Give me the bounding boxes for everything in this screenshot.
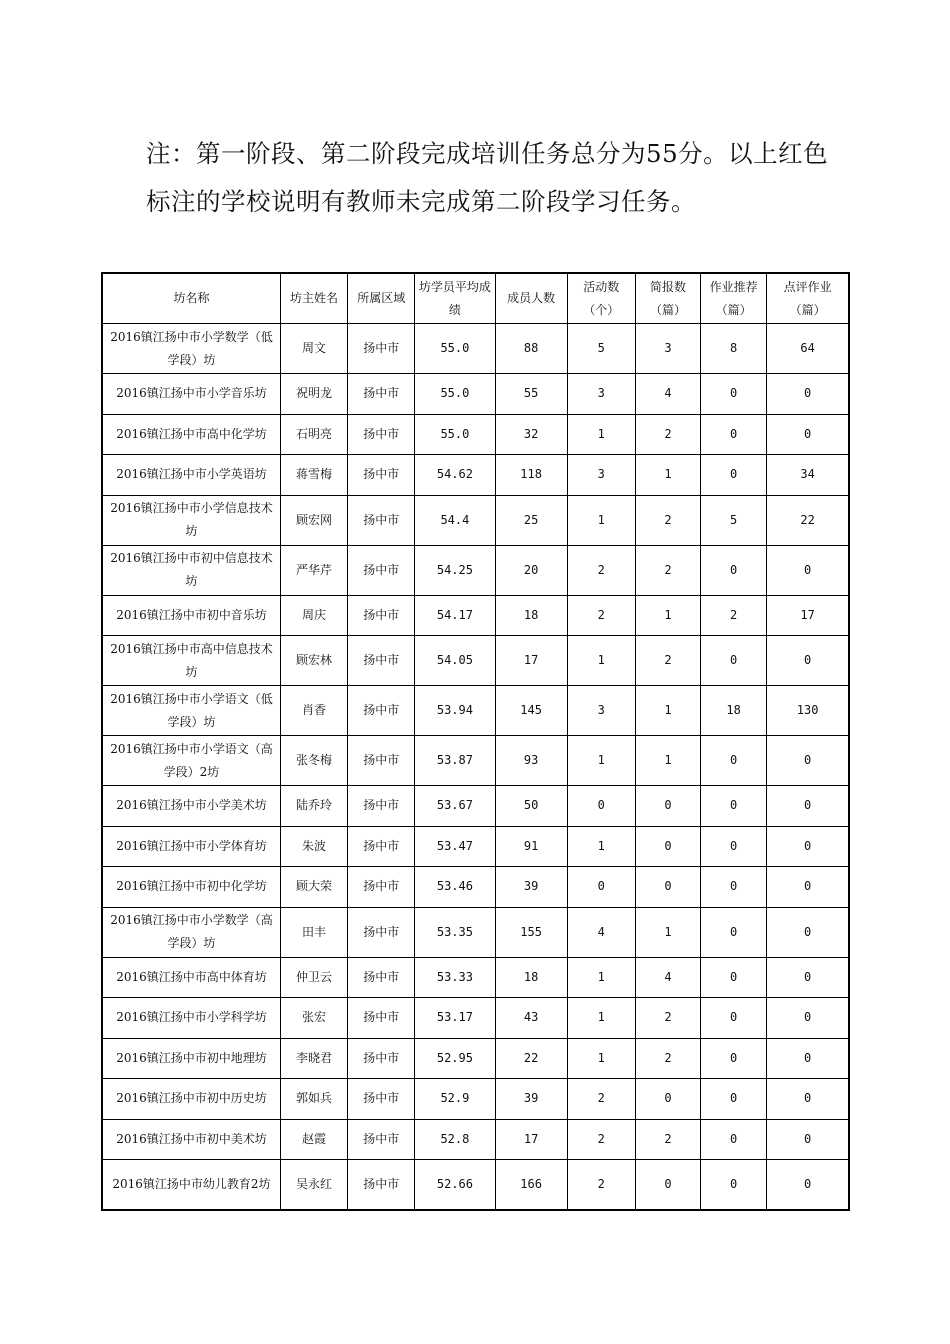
cell-avg-score: 52.8 xyxy=(415,1119,495,1160)
cell-member-count: 32 xyxy=(495,414,567,455)
cell-host-name: 仲卫云 xyxy=(280,957,347,998)
cell-region: 扬中市 xyxy=(348,736,415,786)
cell-avg-score: 53.17 xyxy=(415,998,495,1039)
table-row xyxy=(102,686,849,736)
cell-region: 扬中市 xyxy=(348,957,415,998)
cell-region: 扬中市 xyxy=(348,495,415,545)
cell-host-name: 顾宏网 xyxy=(280,495,347,545)
cell-recommended-homework: 0 xyxy=(701,957,767,998)
table-row xyxy=(102,1160,849,1210)
cell-region: 扬中市 xyxy=(348,686,415,736)
table-row xyxy=(102,374,849,415)
cell-studio-name: 2016镇江扬中市高中化学坊 xyxy=(102,414,280,455)
cell-recommended-homework: 0 xyxy=(701,545,767,595)
cell-region: 扬中市 xyxy=(348,324,415,374)
table-header-row xyxy=(102,273,849,324)
cell-region: 扬中市 xyxy=(348,374,415,415)
cell-avg-score: 54.05 xyxy=(415,636,495,686)
cell-activities: 1 xyxy=(567,826,635,867)
cell-briefings: 2 xyxy=(635,414,700,455)
cell-reviewed-homework: 0 xyxy=(767,957,849,998)
cell-reviewed-homework: 64 xyxy=(767,324,849,374)
cell-host-name: 周文 xyxy=(280,324,347,374)
col-header-recommended-homework: 作业推荐（篇） xyxy=(701,273,767,324)
cell-host-name: 吴永红 xyxy=(280,1160,347,1210)
note-line-2: 标注的学校说明有教师未完成第二阶段学习任务。 xyxy=(146,187,696,216)
cell-region: 扬中市 xyxy=(348,1079,415,1120)
cell-briefings: 2 xyxy=(635,545,700,595)
cell-avg-score: 53.47 xyxy=(415,826,495,867)
cell-recommended-homework: 0 xyxy=(701,867,767,908)
cell-region: 扬中市 xyxy=(348,907,415,957)
cell-avg-score: 52.9 xyxy=(415,1079,495,1120)
cell-studio-name: 2016镇江扬中市小学语文（低学段）坊 xyxy=(102,686,280,736)
cell-briefings: 0 xyxy=(635,786,700,827)
cell-member-count: 18 xyxy=(495,957,567,998)
cell-recommended-homework: 0 xyxy=(701,1079,767,1120)
cell-briefings: 0 xyxy=(635,867,700,908)
cell-briefings: 2 xyxy=(635,1038,700,1079)
cell-region: 扬中市 xyxy=(348,826,415,867)
cell-host-name: 周庆 xyxy=(280,595,347,636)
table-row xyxy=(102,826,849,867)
cell-activities: 1 xyxy=(567,957,635,998)
cell-avg-score: 53.67 xyxy=(415,786,495,827)
cell-activities: 1 xyxy=(567,1038,635,1079)
cell-reviewed-homework: 0 xyxy=(767,786,849,827)
table-row xyxy=(102,957,849,998)
cell-activities: 3 xyxy=(567,686,635,736)
table-row xyxy=(102,998,849,1039)
cell-host-name: 张冬梅 xyxy=(280,736,347,786)
cell-briefings: 2 xyxy=(635,495,700,545)
cell-host-name: 祝明龙 xyxy=(280,374,347,415)
cell-briefings: 4 xyxy=(635,374,700,415)
cell-region: 扬中市 xyxy=(348,998,415,1039)
cell-avg-score: 53.46 xyxy=(415,867,495,908)
cell-avg-score: 53.35 xyxy=(415,907,495,957)
cell-member-count: 166 xyxy=(495,1160,567,1210)
cell-studio-name: 2016镇江扬中市高中体育坊 xyxy=(102,957,280,998)
cell-reviewed-homework: 0 xyxy=(767,826,849,867)
cell-host-name: 赵霞 xyxy=(280,1119,347,1160)
cell-member-count: 25 xyxy=(495,495,567,545)
cell-activities: 1 xyxy=(567,736,635,786)
cell-region: 扬中市 xyxy=(348,414,415,455)
cell-activities: 2 xyxy=(567,1079,635,1120)
table-row xyxy=(102,907,849,957)
cell-recommended-homework: 0 xyxy=(701,414,767,455)
cell-host-name: 顾大荣 xyxy=(280,867,347,908)
cell-activities: 2 xyxy=(567,1119,635,1160)
table-row xyxy=(102,495,849,545)
cell-briefings: 1 xyxy=(635,595,700,636)
table-row xyxy=(102,1119,849,1160)
cell-member-count: 39 xyxy=(495,1079,567,1120)
cell-studio-name: 2016镇江扬中市幼儿教育2坊 xyxy=(102,1160,280,1210)
cell-recommended-homework: 0 xyxy=(701,998,767,1039)
table-row xyxy=(102,867,849,908)
table-row xyxy=(102,324,849,374)
cell-member-count: 18 xyxy=(495,595,567,636)
col-header-briefings: 简报数（篇） xyxy=(635,273,700,324)
cell-member-count: 17 xyxy=(495,1119,567,1160)
cell-recommended-homework: 0 xyxy=(701,826,767,867)
cell-member-count: 118 xyxy=(495,455,567,496)
cell-studio-name: 2016镇江扬中市初中美术坊 xyxy=(102,1119,280,1160)
cell-avg-score: 54.62 xyxy=(415,455,495,496)
cell-briefings: 3 xyxy=(635,324,700,374)
cell-avg-score: 53.94 xyxy=(415,686,495,736)
cell-host-name: 郭如兵 xyxy=(280,1079,347,1120)
cell-member-count: 20 xyxy=(495,545,567,595)
table-row xyxy=(102,636,849,686)
cell-reviewed-homework: 0 xyxy=(767,998,849,1039)
cell-recommended-homework: 0 xyxy=(701,374,767,415)
cell-reviewed-homework: 0 xyxy=(767,1119,849,1160)
cell-avg-score: 54.25 xyxy=(415,545,495,595)
table-row xyxy=(102,545,849,595)
cell-briefings: 0 xyxy=(635,1160,700,1210)
cell-studio-name: 2016镇江扬中市小学语文（高学段）2坊 xyxy=(102,736,280,786)
cell-avg-score: 55.0 xyxy=(415,324,495,374)
cell-member-count: 91 xyxy=(495,826,567,867)
cell-briefings: 2 xyxy=(635,998,700,1039)
cell-recommended-homework: 0 xyxy=(701,636,767,686)
cell-activities: 1 xyxy=(567,998,635,1039)
cell-recommended-homework: 0 xyxy=(701,1038,767,1079)
cell-activities: 5 xyxy=(567,324,635,374)
cell-region: 扬中市 xyxy=(348,595,415,636)
cell-host-name: 肖香 xyxy=(280,686,347,736)
cell-avg-score: 53.33 xyxy=(415,957,495,998)
cell-activities: 1 xyxy=(567,495,635,545)
cell-region: 扬中市 xyxy=(348,1119,415,1160)
cell-activities: 2 xyxy=(567,545,635,595)
cell-recommended-homework: 8 xyxy=(701,324,767,374)
cell-host-name: 朱波 xyxy=(280,826,347,867)
table-row xyxy=(102,1038,849,1079)
cell-studio-name: 2016镇江扬中市初中化学坊 xyxy=(102,867,280,908)
cell-reviewed-homework: 0 xyxy=(767,736,849,786)
cell-avg-score: 55.0 xyxy=(415,374,495,415)
cell-studio-name: 2016镇江扬中市小学科学坊 xyxy=(102,998,280,1039)
cell-reviewed-homework: 0 xyxy=(767,374,849,415)
cell-studio-name: 2016镇江扬中市高中信息技术坊 xyxy=(102,636,280,686)
cell-studio-name: 2016镇江扬中市小学数学（高学段）坊 xyxy=(102,907,280,957)
col-header-studio-name: 坊名称 xyxy=(102,273,280,324)
cell-studio-name: 2016镇江扬中市初中音乐坊 xyxy=(102,595,280,636)
cell-host-name: 石明亮 xyxy=(280,414,347,455)
col-header-host-name: 坊主姓名 xyxy=(280,273,347,324)
cell-host-name: 严华芹 xyxy=(280,545,347,595)
cell-reviewed-homework: 0 xyxy=(767,636,849,686)
cell-studio-name: 2016镇江扬中市小学体育坊 xyxy=(102,826,280,867)
cell-host-name: 李晓君 xyxy=(280,1038,347,1079)
cell-member-count: 88 xyxy=(495,324,567,374)
cell-studio-name: 2016镇江扬中市初中地理坊 xyxy=(102,1038,280,1079)
col-header-reviewed-homework: 点评作业（篇） xyxy=(767,273,849,324)
cell-reviewed-homework: 0 xyxy=(767,1038,849,1079)
cell-region: 扬中市 xyxy=(348,867,415,908)
cell-recommended-homework: 2 xyxy=(701,595,767,636)
cell-recommended-homework: 0 xyxy=(701,1160,767,1210)
cell-avg-score: 52.95 xyxy=(415,1038,495,1079)
cell-activities: 1 xyxy=(567,414,635,455)
cell-studio-name: 2016镇江扬中市小学英语坊 xyxy=(102,455,280,496)
cell-activities: 0 xyxy=(567,867,635,908)
cell-recommended-homework: 18 xyxy=(701,686,767,736)
cell-recommended-homework: 0 xyxy=(701,736,767,786)
cell-briefings: 1 xyxy=(635,686,700,736)
cell-member-count: 43 xyxy=(495,998,567,1039)
note-paragraph xyxy=(146,130,846,226)
cell-reviewed-homework: 34 xyxy=(767,455,849,496)
cell-region: 扬中市 xyxy=(348,545,415,595)
cell-member-count: 145 xyxy=(495,686,567,736)
cell-activities: 2 xyxy=(567,595,635,636)
cell-studio-name: 2016镇江扬中市初中历史坊 xyxy=(102,1079,280,1120)
cell-member-count: 50 xyxy=(495,786,567,827)
cell-host-name: 田丰 xyxy=(280,907,347,957)
cell-briefings: 1 xyxy=(635,455,700,496)
cell-reviewed-homework: 0 xyxy=(767,867,849,908)
cell-member-count: 93 xyxy=(495,736,567,786)
cell-recommended-homework: 0 xyxy=(701,1119,767,1160)
cell-studio-name: 2016镇江扬中市初中信息技术坊 xyxy=(102,545,280,595)
cell-host-name: 张宏 xyxy=(280,998,347,1039)
table-row xyxy=(102,414,849,455)
cell-studio-name: 2016镇江扬中市小学信息技术坊 xyxy=(102,495,280,545)
cell-avg-score: 54.17 xyxy=(415,595,495,636)
cell-member-count: 39 xyxy=(495,867,567,908)
note-line-1: 注：第一阶段、第二阶段完成培训任务总分为55分。以上红色 xyxy=(146,139,829,168)
table-row xyxy=(102,1079,849,1120)
cell-briefings: 2 xyxy=(635,1119,700,1160)
cell-reviewed-homework: 22 xyxy=(767,495,849,545)
cell-studio-name: 2016镇江扬中市小学美术坊 xyxy=(102,786,280,827)
cell-member-count: 22 xyxy=(495,1038,567,1079)
cell-recommended-homework: 0 xyxy=(701,455,767,496)
table-row xyxy=(102,736,849,786)
cell-region: 扬中市 xyxy=(348,636,415,686)
cell-studio-name: 2016镇江扬中市小学数学（低学段）坊 xyxy=(102,324,280,374)
cell-recommended-homework: 0 xyxy=(701,786,767,827)
cell-member-count: 17 xyxy=(495,636,567,686)
cell-region: 扬中市 xyxy=(348,1038,415,1079)
table-row xyxy=(102,595,849,636)
cell-region: 扬中市 xyxy=(348,1160,415,1210)
cell-briefings: 1 xyxy=(635,907,700,957)
cell-reviewed-homework: 17 xyxy=(767,595,849,636)
cell-activities: 1 xyxy=(567,636,635,686)
cell-activities: 3 xyxy=(567,455,635,496)
col-header-region: 所属区域 xyxy=(348,273,415,324)
cell-member-count: 55 xyxy=(495,374,567,415)
col-header-activities: 活动数（个） xyxy=(567,273,635,324)
cell-briefings: 4 xyxy=(635,957,700,998)
cell-briefings: 0 xyxy=(635,826,700,867)
cell-avg-score: 55.0 xyxy=(415,414,495,455)
col-header-avg-score: 坊学员平均成绩 xyxy=(415,273,495,324)
cell-activities: 2 xyxy=(567,1160,635,1210)
cell-reviewed-homework: 0 xyxy=(767,414,849,455)
cell-reviewed-homework: 0 xyxy=(767,545,849,595)
cell-reviewed-homework: 130 xyxy=(767,686,849,736)
cell-avg-score: 53.87 xyxy=(415,736,495,786)
table-row xyxy=(102,786,849,827)
cell-host-name: 陆乔玲 xyxy=(280,786,347,827)
cell-avg-score: 52.66 xyxy=(415,1160,495,1210)
col-header-member-count: 成员人数 xyxy=(495,273,567,324)
cell-activities: 3 xyxy=(567,374,635,415)
studio-ranking-table xyxy=(101,272,850,1211)
cell-region: 扬中市 xyxy=(348,786,415,827)
cell-briefings: 1 xyxy=(635,736,700,786)
cell-reviewed-homework: 0 xyxy=(767,1079,849,1120)
cell-activities: 0 xyxy=(567,786,635,827)
table-row xyxy=(102,455,849,496)
cell-reviewed-homework: 0 xyxy=(767,1160,849,1210)
cell-region: 扬中市 xyxy=(348,455,415,496)
cell-briefings: 0 xyxy=(635,1079,700,1120)
cell-avg-score: 54.4 xyxy=(415,495,495,545)
cell-reviewed-homework: 0 xyxy=(767,907,849,957)
cell-briefings: 2 xyxy=(635,636,700,686)
cell-member-count: 155 xyxy=(495,907,567,957)
cell-host-name: 顾宏林 xyxy=(280,636,347,686)
cell-recommended-homework: 5 xyxy=(701,495,767,545)
cell-host-name: 蒋雪梅 xyxy=(280,455,347,496)
cell-studio-name: 2016镇江扬中市小学音乐坊 xyxy=(102,374,280,415)
cell-activities: 4 xyxy=(567,907,635,957)
cell-recommended-homework: 0 xyxy=(701,907,767,957)
